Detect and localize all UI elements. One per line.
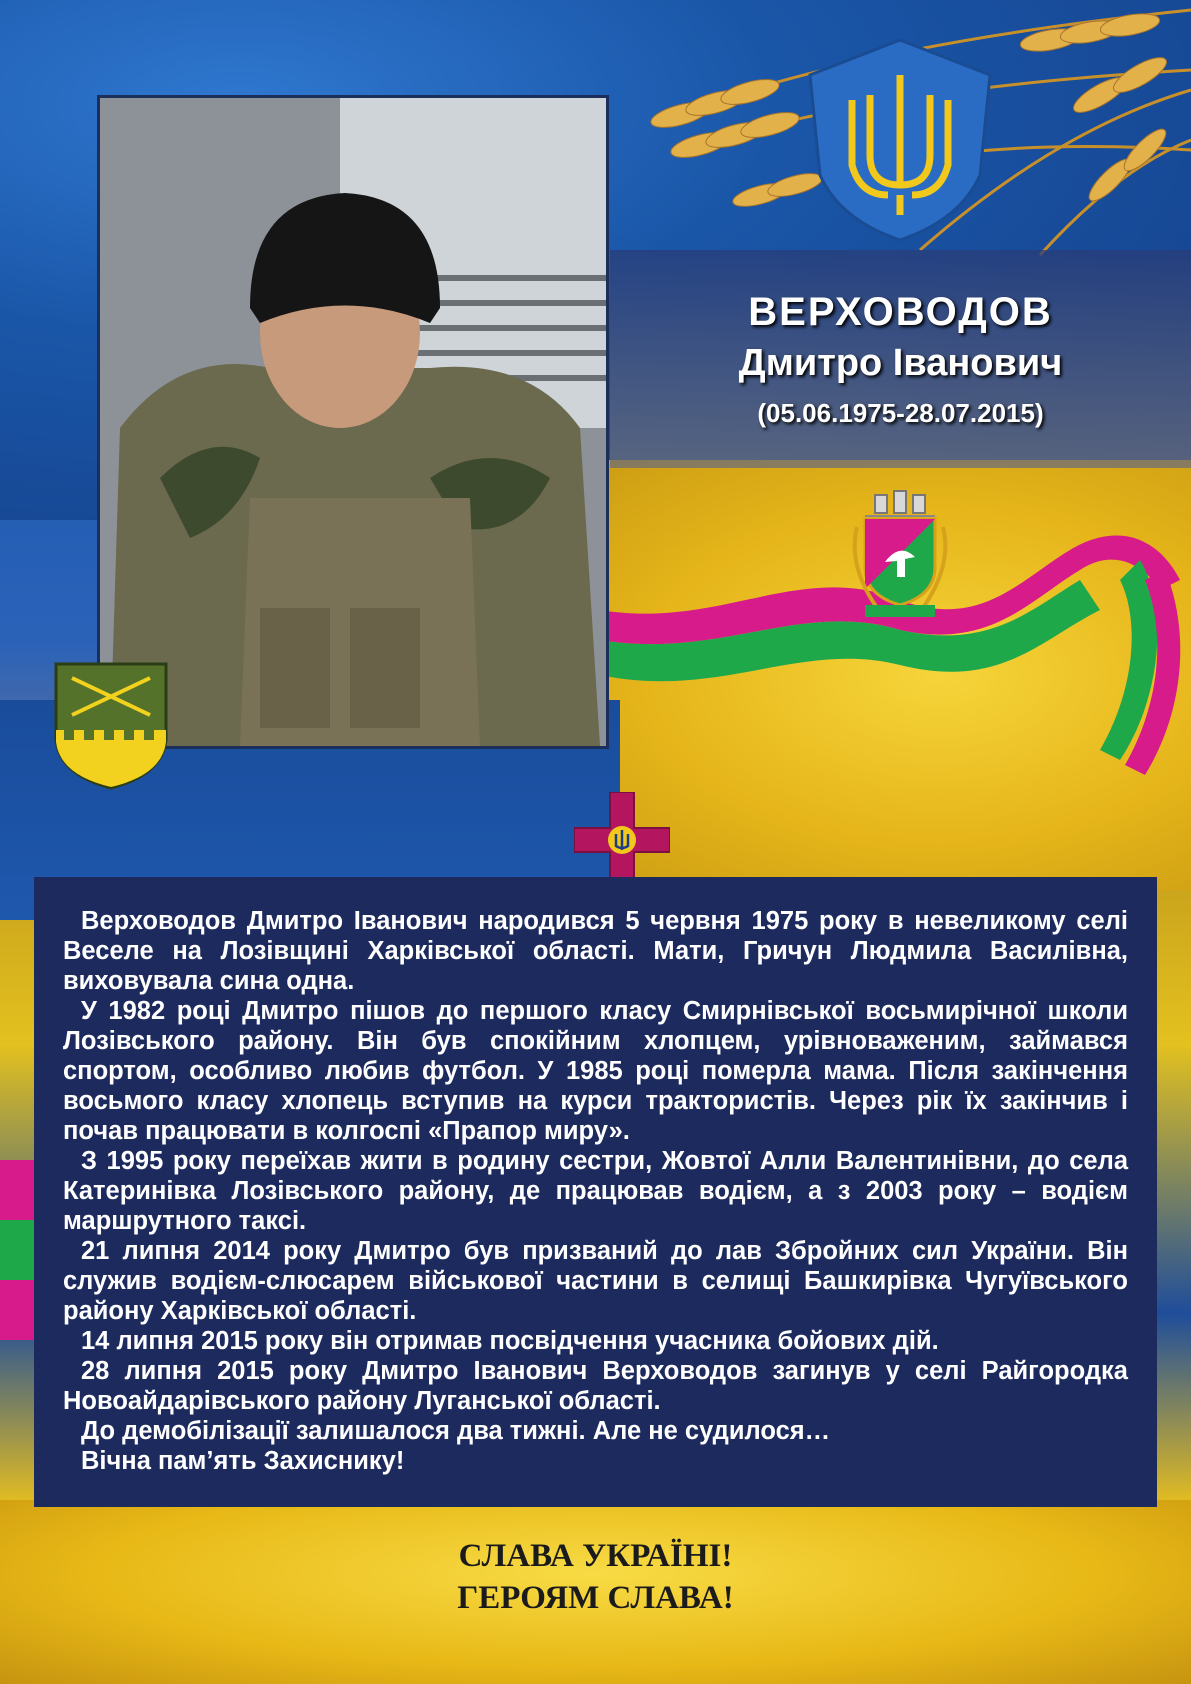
slogan-line-2: ГЕРОЯМ СЛАВА! xyxy=(457,1580,734,1616)
slogan-line-1: СЛАВА УКРАЇНІ! xyxy=(458,1538,733,1574)
hero-life-dates: (05.06.1975-28.07.2015) xyxy=(757,398,1044,428)
trident-shield-icon xyxy=(800,35,1000,245)
hero-given-names: Дмитро Іванович xyxy=(738,342,1063,384)
bio-paragraph: 14 липня 2015 року він отримав посвідчення учасника бойових дій. xyxy=(81,1327,939,1355)
bio-paragraph: 21 липня 2014 року Дмитро був призваний до лав Збройних сил України. Він служив водієм-слюсарем військової частини в селищі Башкирівка Чугуївського району Харківської області. xyxy=(63,1237,1128,1325)
biography-text xyxy=(63,906,1128,1476)
armed-forces-cross-icon xyxy=(574,792,670,888)
bio-paragraph: 28 липня 2015 року Дмитро Іванович Верховодов загинув у селі Райгородка Новоайдарівського району Луганської області. xyxy=(63,1357,1128,1415)
city-coat-of-arms-icon xyxy=(835,487,965,627)
bio-paragraph: До демобілізації залишалося два тижні. Але не судилося… xyxy=(81,1417,831,1445)
bio-paragraph: Верховодов Дмитро Іванович народився 5 червня 1975 року в невеликому селі Веселе на Лозівщині Харківської області. Мати, Гричун Людмила Василівна, виховувала сина одна. xyxy=(63,907,1128,995)
bio-paragraph: З 1995 року переїхав жити в родину сестри, Жовтої Алли Валентинівни, до села Катеринівка Лозівського району, де працював водієм, а з 2003 року – водієм маршрутного таксі. xyxy=(63,1147,1128,1235)
military-unit-emblem-icon xyxy=(52,660,170,790)
bio-paragraph: У 1982 році Дмитро пішов до першого класу Смирнівської восьмирічної школи Лозівського району. Він був спокійним хлопцем, урівноваженим, займався спортом, особливо любив футбол. У 1985 році померла мама. Після закінчення восьмого класу хлопець вступив на курси трактористів. Через рік їх закінчив і почав працювати в колгоспі «Прапор миру». xyxy=(63,997,1128,1145)
portrait-photo xyxy=(100,98,606,746)
bio-paragraph: Вічна пам’ять Захиснику! xyxy=(81,1447,405,1475)
hero-surname: ВЕРХОВОДОВ xyxy=(748,290,1053,334)
